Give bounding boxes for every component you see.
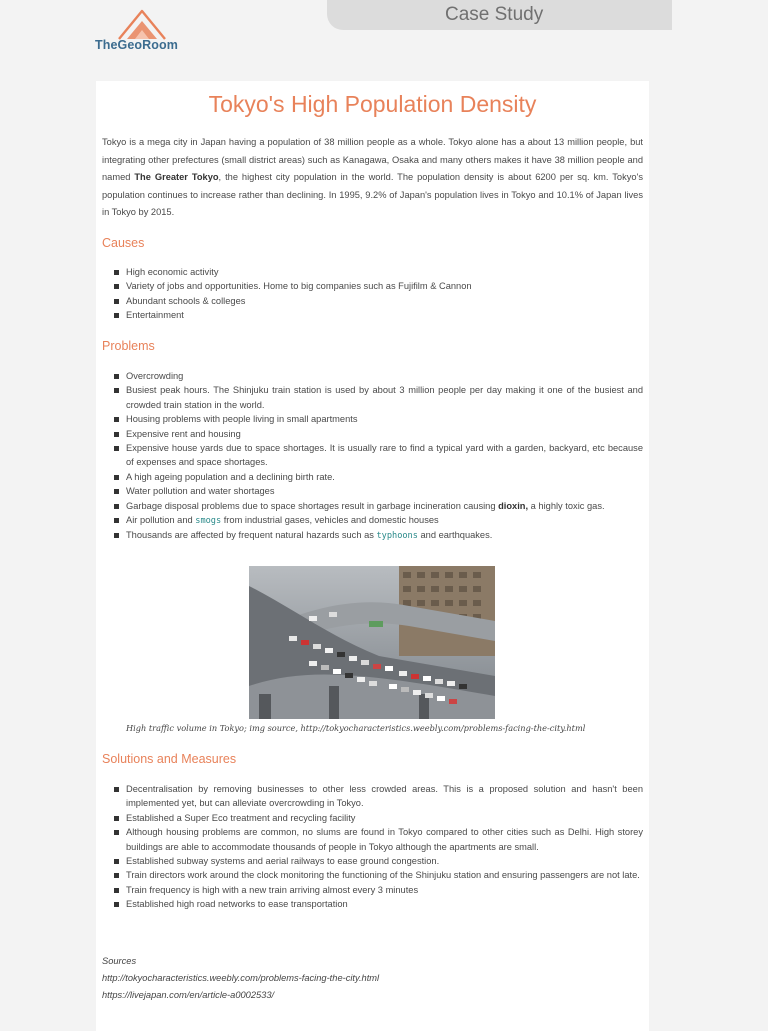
page-title: Tokyo's High Population Density [208, 91, 537, 117]
list-item: Expensive house yards due to space shortages. It is usually rare to find a typical yard with a garden, backyard, etc because of expenses and space shortages. [114, 441, 643, 470]
list-item: Train frequency is high with a new train arriving almost every 3 minutes [114, 883, 643, 897]
list-item: Housing problems with people living in small apartments [114, 412, 643, 426]
list-item: High economic activity [114, 265, 643, 279]
source-link[interactable]: https://livejapan.com/en/article-a0002533/ [102, 990, 275, 1000]
problems-list [114, 369, 643, 544]
source-link[interactable]: http://tokyocharacteristics.weebly.com/problems-facing-the-city.html [102, 973, 380, 983]
photo-caption: High traffic volume in Tokyo; img source, http://tokyocharacteristics.weebly.com/problems-facing-the-city.html [126, 723, 586, 733]
typhoons-keyword: typhoons [376, 531, 418, 542]
causes-list [114, 265, 643, 323]
list-item: A high ageing population and a declining birth rate. [114, 470, 643, 484]
case-study-tab [327, 0, 672, 30]
list-item: Garbage disposal problems due to space shortages result in garbage incineration causing dioxin, a highly toxic gas. [114, 499, 643, 513]
list-item: Established subway systems and aerial railways to ease ground congestion. [114, 854, 643, 868]
dioxin-term: dioxin, [498, 500, 529, 511]
list-item: Decentralisation by removing businesses to other less crowded areas. This is a proposed solution and hasn't been implemented yet, but can alleviate overcrowding in Tokyo. [114, 782, 643, 811]
traffic-photo [249, 566, 495, 719]
mountain-peak-logo-icon [117, 8, 167, 40]
list-item: Abundant schools & colleges [114, 294, 643, 308]
list-item: Air pollution and smogs from industrial gases, vehicles and domestic houses [114, 513, 643, 528]
intro-paragraph: Tokyo is a mega city in Japan having a population of 38 million people as a whole. Tokyo alone has a about 13 million people, but integrating other prefectures (small district areas) such as Kanagawa, Osaka and many others makes it have 38 million people and named The Greater Tokyo, the highest city population in the world. The population density is about 6200 per sq. km. Tokyo's population continues to increase rather than declining. In 1995, 9.2% of Japan's population lives in Tokyo and 10.1% of Japan lives in Tokyo by 2015. [102, 137, 643, 217]
brand-name: TheGeoRoom [95, 38, 178, 52]
list-item: Busiest peak hours. The Shinjuku train station is used by about 3 million people per day making it one of the busiest and crowded train station in the world. [114, 383, 643, 412]
article-card [96, 81, 649, 1031]
list-item: Overcrowding [114, 369, 643, 383]
list-item: Expensive rent and housing [114, 427, 643, 441]
list-item: Established high road networks to ease transportation [114, 897, 643, 911]
list-item: Established a Super Eco treatment and recycling facility [114, 811, 643, 825]
case-study-label: Case Study [445, 4, 544, 25]
thegeoroom-logo[interactable] [95, 8, 190, 56]
list-item: Thousands are affected by frequent natural hazards such as typhoons and earthquakes. [114, 528, 643, 543]
greater-tokyo-term: The Greater Tokyo [134, 172, 219, 182]
page-header [0, 0, 768, 70]
list-item: Although housing problems are common, no slums are found in Tokyo compared to other cities such as Delhi. High storey buildings are able to accommodate thousands of people in Tokyo although the apartments are small. [114, 825, 643, 854]
solutions-list [114, 782, 643, 912]
list-item: Train directors work around the clock monitoring the functioning of the Shinjuku station and ensuring passengers are not late. [114, 868, 643, 882]
solutions-heading: Solutions and Measures [102, 752, 237, 766]
smogs-keyword: smogs [195, 516, 222, 527]
list-item: Entertainment [114, 308, 643, 322]
list-item: Variety of jobs and opportunities. Home to big companies such as Fujifilm & Cannon [114, 279, 643, 293]
problems-heading: Problems [102, 339, 155, 353]
list-item: Water pollution and water shortages [114, 484, 643, 498]
sources-block [102, 953, 379, 1004]
causes-heading: Causes [102, 236, 145, 250]
sources-label: Sources [102, 956, 137, 966]
